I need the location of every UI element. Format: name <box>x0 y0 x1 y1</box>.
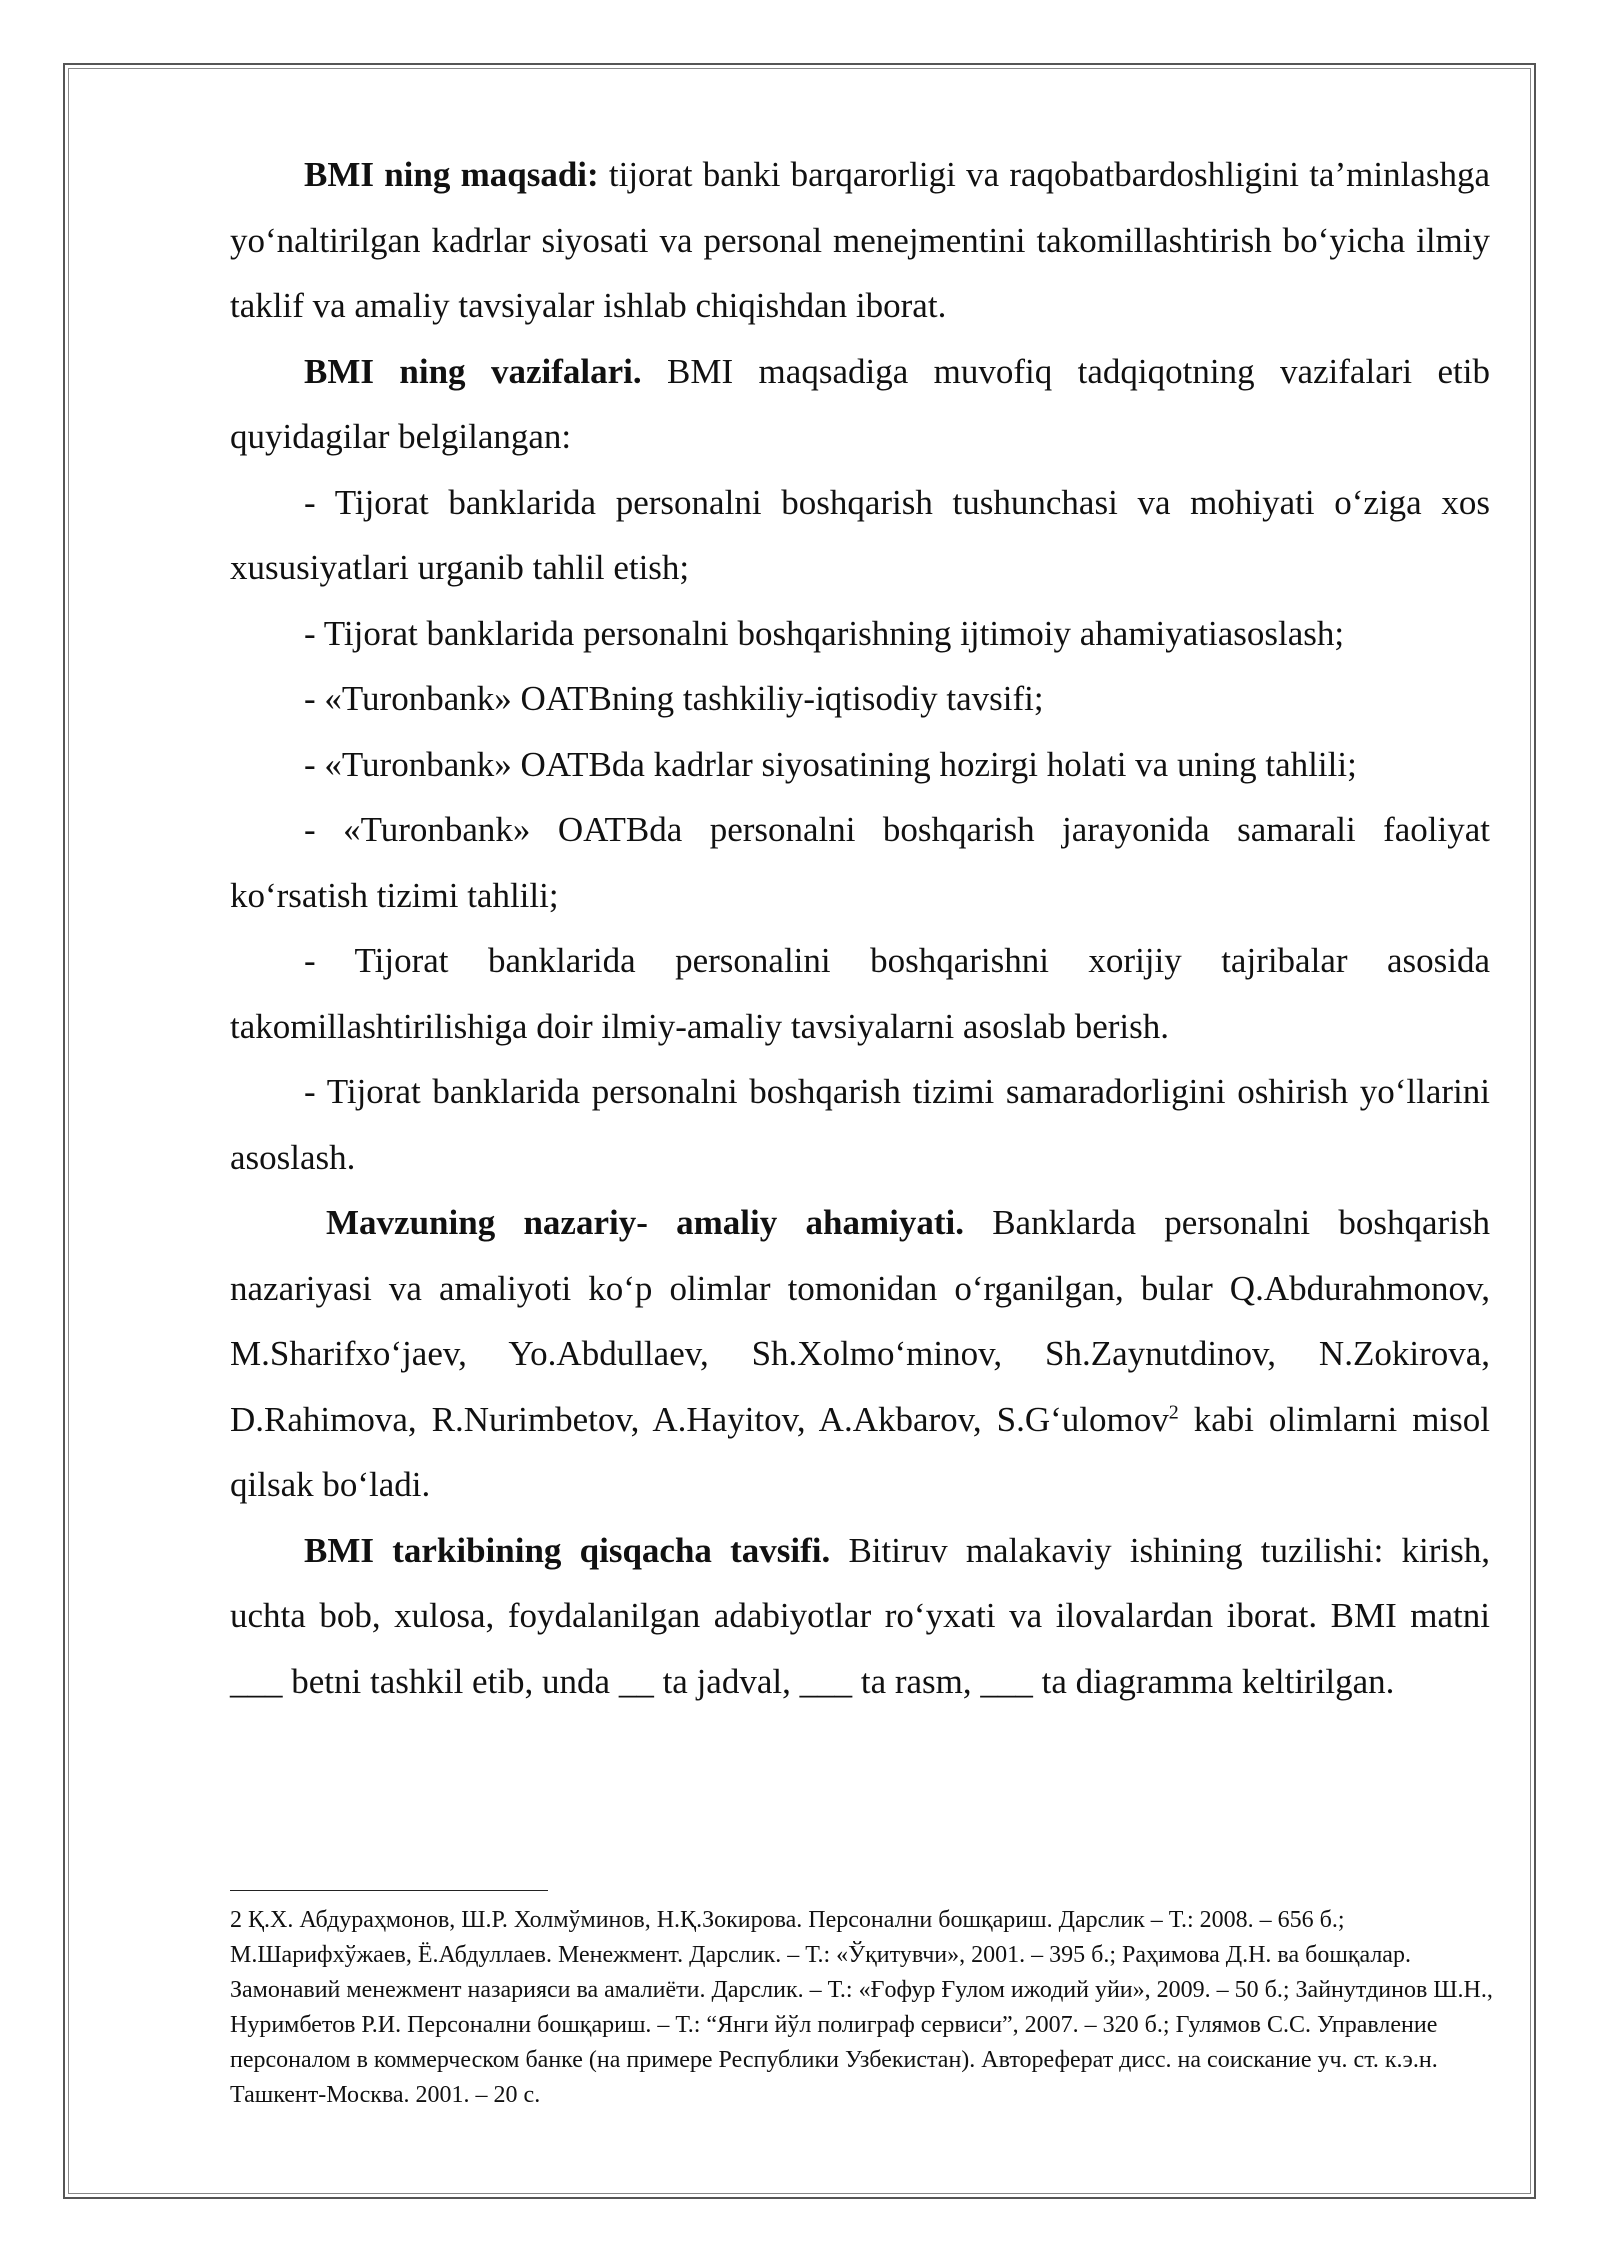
task-item-1: - Tijorat banklarida personalni boshqarish tushunchasi va mohiyati o‘ziga xos xususiyatlari urganib tahlil etish; <box>230 482 1490 587</box>
task-item-6: - Tijorat banklarida personalini boshqarishni xorijiy tajribalar asosida takomillashtirilishiga doir ilmiy-amaliy tavsiyalarni asoslab berish. <box>230 941 1490 1046</box>
paragraph-tasks <box>230 339 1490 470</box>
task-item-3: - «Turonbank» OATBning tashkiliy-iqtisodiy tavsifi; <box>304 679 1044 718</box>
tasks-text: BMI maqsadiga muvofiq tadqiqotning vazifalari etib quyidagilar belgilangan: <box>230 351 1490 456</box>
paragraph-significance <box>230 1190 1490 1518</box>
structure-text: Bitiruv malakaviy ishining tuzilishi: kirish, uchta bob, xulosa, foydalanilgan adabiyotlar ro‘yxati va ilovalardan iborat. BMI matni ___ betni tashkil etib, unda __ ta jadval, ___ ta rasm, ___ ta diagramma keltirilgan. <box>230 1530 1490 1701</box>
document-body <box>230 142 1490 1714</box>
goal-text: tijorat banki barqarorligi va raqobatbardoshligini ta’minlashga yo‘naltirilgan kadrlar siyosati va personal menejmentini takomillashtirish bo‘yicha ilmiy taklif va amaliy tavsiyalar ishlab chiqishdan iborat. <box>230 155 1490 325</box>
task-item-2: - Tijorat banklarida personalni boshqarishning ijtimoiy ahamiyatiasoslash; <box>304 613 1345 653</box>
footnote-separator <box>230 1890 548 1891</box>
paragraph-structure <box>230 1518 1490 1715</box>
significance-heading: Mavzuning nazariy- amaliy ahamiyati. <box>326 1203 964 1242</box>
significance-tail: kabi olimlarni misol qilsak bo‘ladi. <box>230 1399 1491 1504</box>
goal-heading: BMI ning maqsadi: <box>304 155 599 194</box>
structure-heading: BMI tarkibining qisqacha tavsifi. <box>304 1530 831 1570</box>
footnote-text: 2 Қ.Х. Абдураҳмонов, Ш.Р. Холмўминов, Н.Қ.Зокирова. Персонални бошқариш. Дарслик – Т.: 2008. – 656 б.; М.Шарифхўжаев, Ё.Абдуллаев. Менежмент. Дарслик. – Т.: «Ўқитувчи», 2001. – 395 б.; Раҳимова Д.Н. ва бошқалар. Замонавий менежмент назарияси ва амалиёти. Дарслик. – Т.: «Ғофур Ғулом ижодий уйи», 2009. – 50 б.; Зайнутдинов Ш.Н., Нуримбетов Р.И. Персонални бошқариш. – Т.: “Янги йўл полиграф сервиси”, 2007. – 320 б.; Гулямов С.С. Управление персоналом в коммерческом банке (на примере Республики Узбекистан). Автореферат дисс. на соискание уч. ст. к.э.н. Ташкент-Москва. 2001. – 20 с. <box>230 1907 1493 2108</box>
task-item-7: - Tijorat banklarida personalni boshqarish tizimi samaradorligini oshirish yo‘llarini asoslash. <box>230 1072 1490 1177</box>
task-item-5: - «Turonbank» OATBda personalni boshqarish jarayonida samarali faoliyat ko‘rsatish tizimi tahlili; <box>230 810 1490 915</box>
significance-text: Banklarda personalni boshqarish nazariyasi va amaliyoti ko‘p olimlar tomonidan o‘rganilgan, bular Q.Abdurahmonov, M.Sharifxo‘jaev, Yo.Abdullaev, Sh.Xolmo‘minov, Sh.Zaynutdinov, N.Zokirova, D.Rahimova, R.Nurimbetov, A.Hayitov, A.Akbarov, S.G‘ulomov <box>230 1203 1490 1439</box>
paragraph-goal <box>230 142 1490 339</box>
footnote-reference: 2 <box>1168 1400 1179 1423</box>
task-item-4: - «Turonbank» OATBda kadrlar siyosatining hozirgi holati va uning tahlili; <box>304 744 1357 784</box>
tasks-heading: BMI ning vazifalari. <box>304 351 642 391</box>
